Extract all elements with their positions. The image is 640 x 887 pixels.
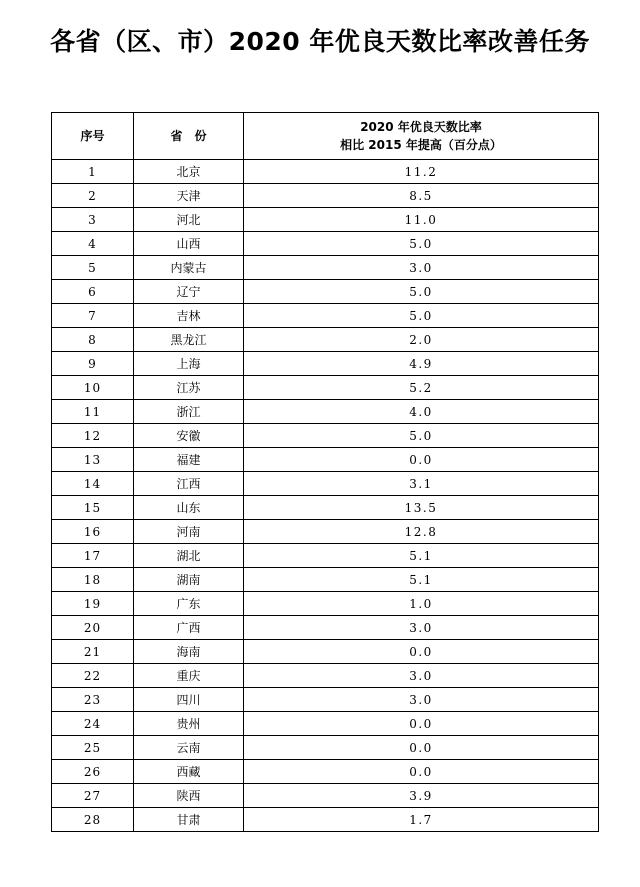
- row-index: 10: [52, 376, 134, 400]
- row-value: 11.2: [244, 160, 599, 184]
- row-index: 17: [52, 544, 134, 568]
- row-index: 24: [52, 712, 134, 736]
- row-value: 0.0: [244, 736, 599, 760]
- row-province: 云南: [134, 736, 244, 760]
- row-index: 9: [52, 352, 134, 376]
- row-index: 2: [52, 184, 134, 208]
- row-province: 湖南: [134, 568, 244, 592]
- row-index: 25: [52, 736, 134, 760]
- row-value: 11.0: [244, 208, 599, 232]
- row-index: 7: [52, 304, 134, 328]
- table-row: [52, 472, 599, 496]
- row-value: 8.5: [244, 184, 599, 208]
- header-value-line2: 相比 2015 年提高（百分点）: [340, 138, 502, 152]
- table-row: [52, 448, 599, 472]
- row-value: 12.8: [244, 520, 599, 544]
- row-value: 5.1: [244, 568, 599, 592]
- row-value: 5.1: [244, 544, 599, 568]
- row-index: 14: [52, 472, 134, 496]
- row-province: 海南: [134, 640, 244, 664]
- row-index: 5: [52, 256, 134, 280]
- header-index: 序号: [52, 113, 134, 160]
- row-province: 天津: [134, 184, 244, 208]
- row-province: 河北: [134, 208, 244, 232]
- row-value: 0.0: [244, 640, 599, 664]
- row-index: 21: [52, 640, 134, 664]
- header-province: 省 份: [134, 113, 244, 160]
- table-row: [52, 256, 599, 280]
- table-row: [52, 808, 599, 832]
- table-row: [52, 208, 599, 232]
- row-value: 3.0: [244, 256, 599, 280]
- table-row: [52, 328, 599, 352]
- row-province: 北京: [134, 160, 244, 184]
- row-index: 15: [52, 496, 134, 520]
- row-province: 吉林: [134, 304, 244, 328]
- row-province: 江西: [134, 472, 244, 496]
- table-row: [52, 736, 599, 760]
- table-header-row: [52, 113, 599, 160]
- row-index: 20: [52, 616, 134, 640]
- table-row: [52, 376, 599, 400]
- table-row: [52, 400, 599, 424]
- row-province: 西藏: [134, 760, 244, 784]
- row-value: 3.0: [244, 688, 599, 712]
- table-row: [52, 544, 599, 568]
- table-row: [52, 568, 599, 592]
- row-value: 0.0: [244, 712, 599, 736]
- row-value: 5.0: [244, 280, 599, 304]
- row-value: 1.7: [244, 808, 599, 832]
- row-index: 1: [52, 160, 134, 184]
- row-index: 12: [52, 424, 134, 448]
- table-row: [52, 688, 599, 712]
- row-value: 5.0: [244, 304, 599, 328]
- row-index: 28: [52, 808, 134, 832]
- row-index: 11: [52, 400, 134, 424]
- table-row: [52, 424, 599, 448]
- row-index: 22: [52, 664, 134, 688]
- row-province: 甘肃: [134, 808, 244, 832]
- table-row: [52, 160, 599, 184]
- row-value: 3.9: [244, 784, 599, 808]
- row-index: 16: [52, 520, 134, 544]
- row-value: 4.0: [244, 400, 599, 424]
- row-province: 黑龙江: [134, 328, 244, 352]
- row-province: 上海: [134, 352, 244, 376]
- table-row: [52, 712, 599, 736]
- table-row: [52, 592, 599, 616]
- page-title: 各省（区、市）2020 年优良天数比率改善任务: [50, 27, 590, 56]
- row-province: 山西: [134, 232, 244, 256]
- table-row: [52, 496, 599, 520]
- row-province: 浙江: [134, 400, 244, 424]
- row-index: 4: [52, 232, 134, 256]
- row-province: 贵州: [134, 712, 244, 736]
- row-index: 18: [52, 568, 134, 592]
- row-index: 26: [52, 760, 134, 784]
- row-value: 3.0: [244, 664, 599, 688]
- row-value: 0.0: [244, 448, 599, 472]
- table-row: [52, 280, 599, 304]
- row-value: 0.0: [244, 760, 599, 784]
- row-province: 河南: [134, 520, 244, 544]
- row-index: 8: [52, 328, 134, 352]
- table-row: [52, 616, 599, 640]
- improvement-table: [51, 112, 599, 832]
- row-province: 广东: [134, 592, 244, 616]
- row-index: 3: [52, 208, 134, 232]
- table-row: [52, 184, 599, 208]
- row-province: 江苏: [134, 376, 244, 400]
- table-row: [52, 520, 599, 544]
- row-value: 3.0: [244, 616, 599, 640]
- table-row: [52, 760, 599, 784]
- row-value: 2.0: [244, 328, 599, 352]
- table-row: [52, 352, 599, 376]
- table-row: [52, 784, 599, 808]
- row-index: 23: [52, 688, 134, 712]
- row-province: 湖北: [134, 544, 244, 568]
- row-province: 福建: [134, 448, 244, 472]
- table-row: [52, 304, 599, 328]
- table-row: [52, 664, 599, 688]
- table-row: [52, 640, 599, 664]
- row-province: 四川: [134, 688, 244, 712]
- row-province: 山东: [134, 496, 244, 520]
- header-value-line1: 2020 年优良天数比率: [360, 120, 482, 134]
- row-index: 19: [52, 592, 134, 616]
- header-value: [244, 113, 599, 160]
- row-province: 广西: [134, 616, 244, 640]
- row-value: 13.5: [244, 496, 599, 520]
- row-value: 1.0: [244, 592, 599, 616]
- row-index: 27: [52, 784, 134, 808]
- row-value: 4.9: [244, 352, 599, 376]
- row-value: 3.1: [244, 472, 599, 496]
- row-index: 13: [52, 448, 134, 472]
- row-province: 重庆: [134, 664, 244, 688]
- row-value: 5.2: [244, 376, 599, 400]
- table-row: [52, 232, 599, 256]
- row-index: 6: [52, 280, 134, 304]
- row-province: 陕西: [134, 784, 244, 808]
- row-province: 内蒙古: [134, 256, 244, 280]
- row-value: 5.0: [244, 424, 599, 448]
- row-province: 辽宁: [134, 280, 244, 304]
- row-province: 安徽: [134, 424, 244, 448]
- row-value: 5.0: [244, 232, 599, 256]
